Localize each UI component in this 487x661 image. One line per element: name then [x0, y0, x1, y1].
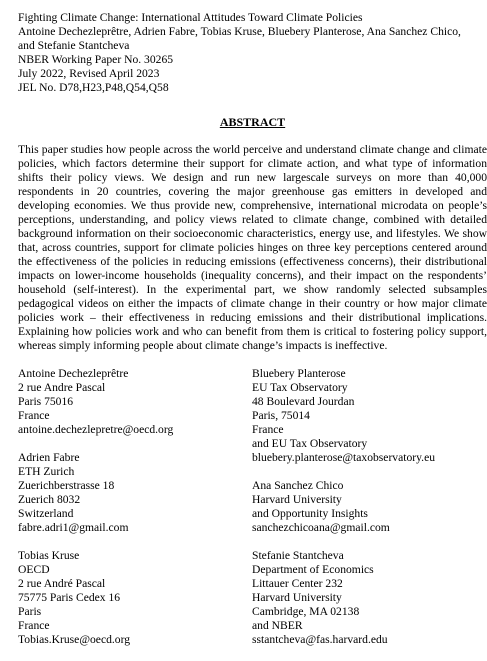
author-line: Littauer Center 232 [252, 577, 343, 590]
author-line: Harvard University [252, 493, 342, 506]
author-line: Antoine Dechezleprêtre [18, 367, 129, 380]
author-block-stantcheva [252, 549, 487, 647]
jel-codes: JEL No. D78,H23,P48,Q54,Q58 [18, 81, 169, 94]
author-line: Switzerland [18, 507, 74, 520]
author-email: sstantcheva@fas.harvard.edu [252, 633, 388, 646]
author-line: France [18, 619, 50, 632]
author-line: France [18, 409, 50, 422]
author-email: Tobias.Kruse@oecd.org [18, 633, 131, 646]
author-block-dechezlepretre [18, 367, 248, 437]
author-line: 75775 Paris Cedex 16 [18, 591, 121, 604]
author-line: Stefanie Stantcheva [252, 549, 344, 562]
author-line: 48 Boulevard Jourdan [252, 395, 355, 408]
paper-page [18, 11, 487, 657]
author-line: and EU Tax Observatory [252, 437, 368, 450]
author-line: France [252, 423, 284, 436]
authors-line-2: and Stefanie Stantcheva [18, 39, 130, 52]
author-column-right [252, 367, 487, 661]
author-line: Ana Sanchez Chico [252, 479, 344, 492]
author-line: Zuerichberstrasse 18 [18, 479, 115, 492]
author-line: 2 rue Andre Pascal [18, 381, 106, 394]
author-block-kruse [18, 549, 248, 647]
author-column-left [18, 367, 248, 661]
author-line: ETH Zurich [18, 465, 75, 478]
author-line: and Opportunity Insights [252, 507, 368, 520]
author-line: Tobias Kruse [18, 549, 80, 562]
paper-header [18, 11, 487, 95]
working-paper-number: NBER Working Paper No. 30265 [18, 53, 174, 66]
author-line: Adrien Fabre [18, 451, 80, 464]
author-line: Bluebery Planterose [252, 367, 346, 380]
author-line: OECD [18, 563, 50, 576]
author-block-fabre [18, 451, 248, 535]
abstract-text: This paper studies how people across the world perceive and understand climate change and climate policies, which factors determine their support for climate action, and what type of information shifts their policy views. We design and run new largescale surveys on more than 40,000 respondents in 20 countries, covering the major greenhouse gas emitters in developed and developing economies. We thus provide new, comprehensive, international microdata on people’s perceptions, understanding, and policy views related to climate change, combined with detailed background information on their socioeconomic characteristics, energy use, and lifestyles. We show that, across countries, support for climate policies hinges on three key perceptions centered around the effectiveness of the policies in reducing emissions (effectiveness concerns), their distributional impacts on lower-income households (inequality concerns), and their impact on the respondents’ household (self-interest). In the experimental part, we show randomly selected subsamples pedagogical videos on either the impacts of climate change in their country or how major climate policies work – their effectiveness in reducing emissions and their distributional implications. Explaining how policies work and who can benefit from them is critical to fostering policy support, whereas simply informing people about climate change’s impacts is ineffective. [18, 143, 487, 352]
paper-dates: July 2022, Revised April 2023 [18, 67, 160, 80]
author-line: Zuerich 8032 [18, 493, 81, 506]
author-block-sanchez-chico [252, 479, 487, 535]
author-line: and NBER [252, 619, 303, 632]
author-email: antoine.dechezlepretre@oecd.org [18, 423, 174, 436]
paper-title: Fighting Climate Change: International Attitudes Toward Climate Policies [18, 11, 363, 24]
author-line: Paris 75016 [18, 395, 74, 408]
author-block-planterose [252, 367, 487, 465]
author-line: Paris [18, 605, 42, 618]
author-email: fabre.adri1@gmail.com [18, 521, 129, 534]
author-line: Paris, 75014 [252, 409, 310, 422]
author-line: Department of Economics [252, 563, 374, 576]
author-line: Harvard University [252, 591, 342, 604]
authors-line-1: Antoine Dechezleprêtre, Adrien Fabre, Tobias Kruse, Bluebery Planterose, Ana Sanchez Chico, [18, 25, 461, 38]
author-line: Cambridge, MA 02138 [252, 605, 360, 618]
author-line: EU Tax Observatory [252, 381, 348, 394]
author-addresses [18, 367, 487, 657]
author-email: bluebery.planterose@taxobservatory.eu [252, 451, 436, 464]
abstract-heading: ABSTRACT [219, 115, 286, 129]
author-line: 2 rue André Pascal [18, 577, 106, 590]
author-email: sanchezchicoana@gmail.com [252, 521, 390, 534]
